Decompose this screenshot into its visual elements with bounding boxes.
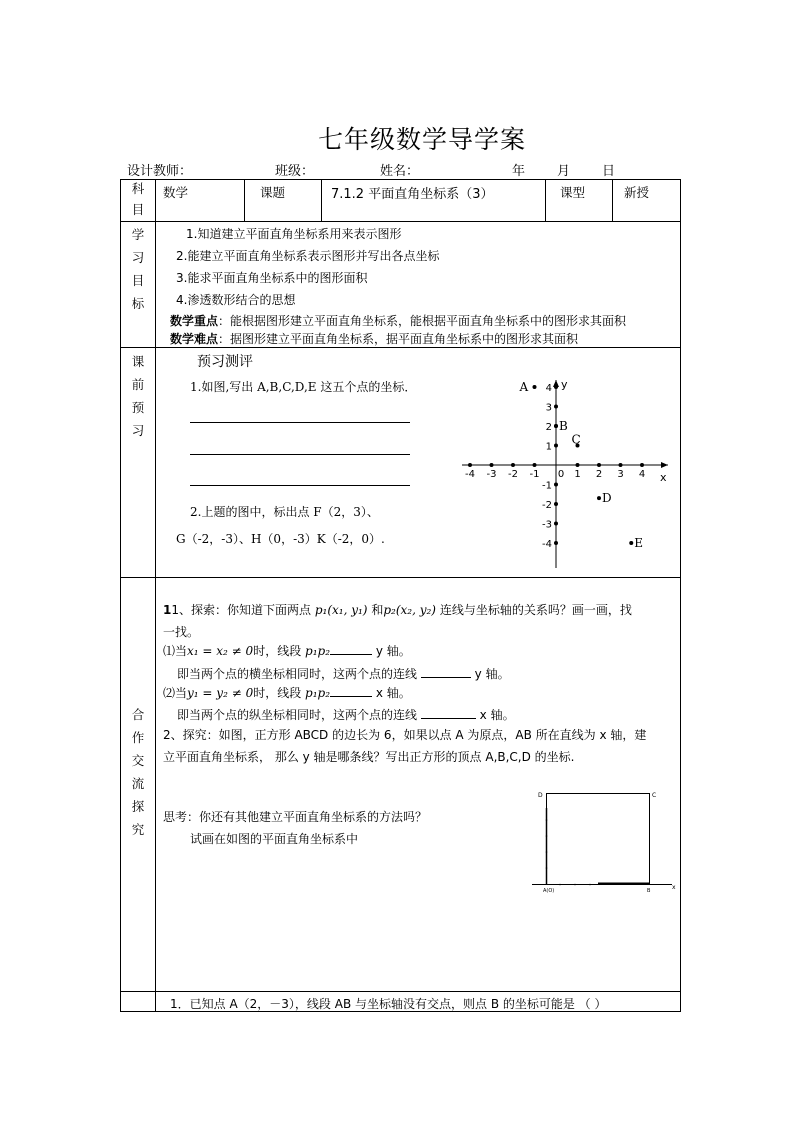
x-tick-mark xyxy=(640,463,644,467)
preview-heading: 预习测评 xyxy=(197,354,253,370)
condition-2-note: 即当两个点的纵坐标相同时，这两个点的连线 x 轴。 xyxy=(177,708,515,722)
preview-q2-line2: G（-2，-3）、H（0，-3）K（-2，0）. xyxy=(176,532,385,546)
objective-item: 4.渗透数形结合的思想 xyxy=(176,293,296,307)
x-tick-label: 1 xyxy=(574,469,581,480)
explore-q1-cont: 一找。 xyxy=(163,625,200,639)
objective-item: 3.能求平面直角坐标系中的图形面积 xyxy=(176,271,368,285)
y-tick-label: -1 xyxy=(542,480,552,492)
objective-item: 2.能建立平面直角坐标系表示图形并写出各点坐标 xyxy=(176,249,440,263)
point-b xyxy=(554,424,558,428)
point-label-d: D xyxy=(602,491,612,506)
point-label-b: B xyxy=(559,419,568,433)
condition-1-note: 即当两个点的横坐标相同时，这两个点的连线 y 轴。 xyxy=(177,667,510,681)
x-tick-label: -4 xyxy=(465,469,475,480)
y-tick-mark xyxy=(554,483,558,487)
key-point: 数学重点：能根据图形建立平面直角坐标系，能根据平面直角坐标系中的图形求其面积 xyxy=(170,314,627,328)
explore-q1: 11、探索：你知道下面两点 p₁(x₁, y₁) 和p₂(x₂, y₂) 连线与坐标轴的关系吗？画一画，找 xyxy=(163,603,632,617)
day-label: 日 xyxy=(602,164,616,179)
y-tick-mark xyxy=(554,444,558,448)
svg-text:C: C xyxy=(652,792,657,799)
point-e xyxy=(629,541,633,545)
subject-value: 数学 xyxy=(163,185,189,200)
preview-q2-line1: 2.上题的图中，标出点 F（2，3）、 xyxy=(190,505,379,519)
x-tick-mark xyxy=(511,463,515,467)
class-label: 班级： xyxy=(275,164,315,179)
y-tick-label: -3 xyxy=(542,519,552,531)
condition-1: ⑴当x₁ = x₂ ≠ 0时，线段 p₁p₂ y 轴。 xyxy=(163,644,411,658)
subject-label: 科 目 xyxy=(131,181,145,217)
svg-text:x: x xyxy=(672,884,676,891)
x-tick-mark xyxy=(597,463,601,467)
type-label: 课型 xyxy=(560,185,586,200)
point-a xyxy=(533,385,537,389)
condition-2: ⑵当y₁ = y₂ ≠ 0时，线段 p₁p₂ x 轴。 xyxy=(163,686,411,700)
page-title: 七年级数学导学案 xyxy=(318,125,527,154)
y-tick-mark xyxy=(554,502,558,506)
x-tick-label: 2 xyxy=(595,469,603,480)
y-tick-mark xyxy=(554,541,558,545)
y-tick-label: 2 xyxy=(545,422,552,433)
year-label: 年 xyxy=(512,164,526,179)
think-text: 思考：你还有其他建立平面直角坐标系的方法吗？ xyxy=(163,810,428,824)
y-tick-label: 1 xyxy=(545,441,552,453)
x-tick-label: -1 xyxy=(529,469,540,480)
type-value: 新授 xyxy=(624,185,650,200)
topic-value: 7.1.2 平面直角坐标系（3） xyxy=(331,187,494,202)
y-tick-label: 3 xyxy=(545,402,552,414)
explore-q2-line1: 2、探究：如图，正方形 ABCD 的边长为 6，如果以点 A 为原点，AB 所在直线为 x 轴，建 xyxy=(163,728,647,742)
point-label-e: E xyxy=(634,536,644,550)
teacher-label: 设计教师： xyxy=(127,164,193,179)
x-tick-mark xyxy=(468,463,472,467)
try-text: 试画在如图的平面直角坐标系中 xyxy=(190,832,359,846)
name-label: 姓名： xyxy=(380,164,420,179)
y-tick-mark xyxy=(554,385,558,389)
x-tick-label: -2 xyxy=(508,469,518,480)
point-label-c: C xyxy=(571,432,581,447)
svg-text:A(O): A(O) xyxy=(543,888,555,894)
explore-q2-line2: 立平面直角坐标系， 那么 y 轴是哪条线？写出正方形的顶点 A,B,C,D 的坐标. xyxy=(163,750,575,764)
x-axis-label: x xyxy=(660,471,667,484)
x-tick-mark xyxy=(533,463,537,467)
x-tick-label: -3 xyxy=(486,469,497,480)
x-tick-mark xyxy=(576,463,580,467)
month-label: 月 xyxy=(557,164,571,179)
objective-item: 1.知道建立平面直角坐标系用来表示图形 xyxy=(186,227,402,241)
svg-text:D: D xyxy=(538,792,543,799)
topic-label: 课题 xyxy=(260,185,286,200)
y-tick-label: 4 xyxy=(545,383,552,394)
practice-q1: 1．已知点 A（2，－3），线段 AB 与坐标轴没有交点，则点 B 的坐标可能是 （ ） xyxy=(170,997,607,1011)
square-figure xyxy=(532,792,676,894)
difficulty-point: 数学难点：据图形建立平面直角坐标系，据平面直角坐标系中的图形求其面积 xyxy=(170,332,579,346)
point-d xyxy=(597,496,601,500)
y-tick-label: -2 xyxy=(542,500,552,511)
objectives-label: 学 习 目 标 xyxy=(131,227,145,311)
y-axis-label: y xyxy=(561,378,568,391)
x-tick-mark xyxy=(490,463,494,467)
x-tick-label: 0 xyxy=(557,469,565,480)
svg-text:B: B xyxy=(647,888,651,894)
x-tick-label: 3 xyxy=(617,469,624,480)
y-tick-label: -4 xyxy=(542,539,552,550)
preview-label: 课 前 预 习 xyxy=(131,354,145,438)
explore-label: 合 作 交 流 探 究 xyxy=(131,707,145,837)
x-tick-label: 4 xyxy=(638,469,646,480)
preview-q1: 1.如图,写出 A,B,C,D,E 这五个点的坐标． xyxy=(190,380,417,394)
x-tick-mark xyxy=(619,463,623,467)
y-tick-mark xyxy=(554,522,558,526)
y-tick-mark xyxy=(554,405,558,409)
coordinate-graph xyxy=(462,378,668,568)
point-label-a: A xyxy=(519,380,529,394)
